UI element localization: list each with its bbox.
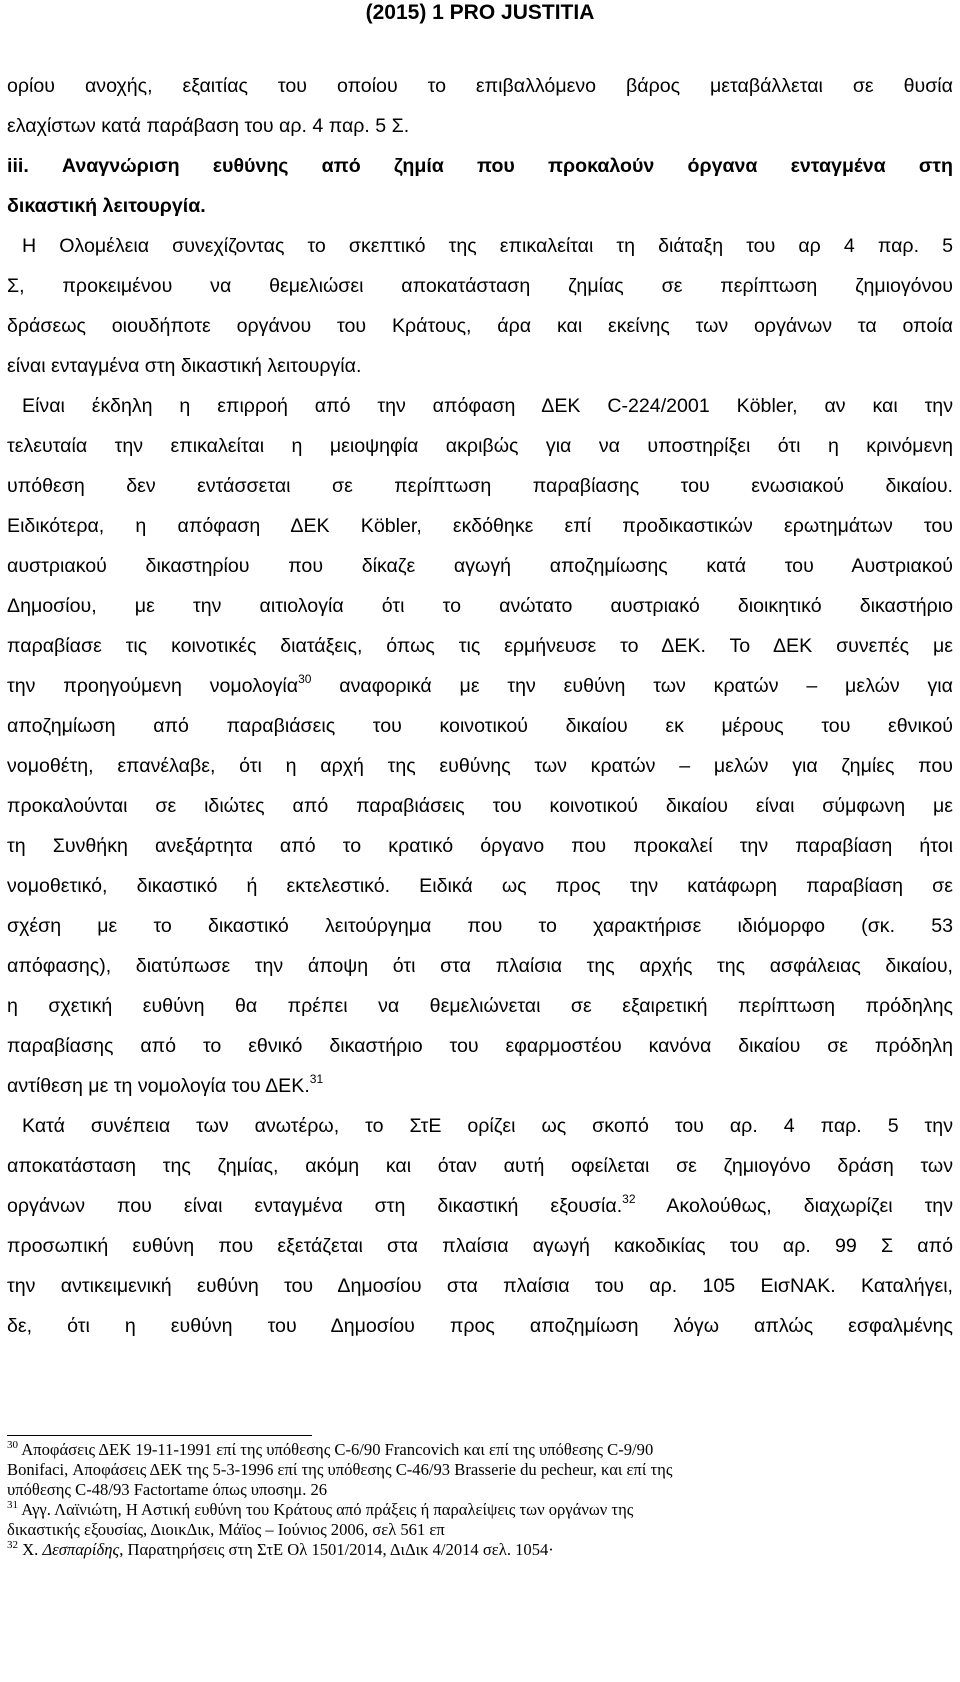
text-line: η σχετική ευθύνη θα πρέπει να θεμελιώνεται σε εξαιρετική περίπτωση πρόδηλης — [7, 995, 953, 1017]
text-segment: Ακολούθως, διαχωρίζει την — [635, 1195, 953, 1217]
text-line: αυστριακού δικαστηρίου που δίκαζε αγωγή αποζημίωσης κατά του Αυστριακού — [7, 555, 953, 577]
text-line: δε, ότι η ευθύνη του Δημοσίου προς αποζημίωση λόγω απλώς εσφαλμένης — [7, 1315, 953, 1337]
footnote-line — [7, 1440, 953, 1460]
text-line: Είναι έκδηλη η επιρροή από την απόφαση ΔΕΚ C-224/2001 Köbler, αν και την — [22, 395, 953, 417]
footnote-number: 30 — [7, 1439, 18, 1451]
running-header: (2015) 1 PRO JUSTITIA — [365, 1, 595, 24]
text-line: υπόθεση δεν εντάσσεται σε περίπτωση παραβίασης του ενωσιακού δικαίου. — [7, 475, 953, 497]
text-line: είναι ενταγμένα στη δικαστική λειτουργία. — [7, 355, 362, 377]
footnote-text: Αποφάσεις ΔΕΚ 19-11-1991 επί της υπόθεσης C-6/90 Francovich και επί της υπόθεσης C-9/90 — [18, 1440, 654, 1459]
text-line: προκαλούνται σε ιδιώτες από παραβιάσεις του κοινοτικού δικαίου είναι σύμφωνη με — [7, 795, 953, 817]
text-segment: αντίθεση με τη νομολογία του ΔΕΚ. — [7, 1075, 310, 1097]
text-line: δράσεως οιουδήποτε οργάνου του Κράτους, άρα και εκείνης των οργάνων τα οποία — [7, 315, 953, 337]
footnote-line — [7, 1480, 953, 1500]
text-line: απόφασης), διατύπωσε την άποψη ότι στα πλαίσια της αρχής της ασφάλειας δικαίου, — [7, 955, 953, 977]
footnote-text: , Παρατηρήσεις στη ΣτΕ Ολ 1501/2014, ΔιΔικ 4/2014 σελ. 1054· — [119, 1540, 554, 1559]
text-line: Δημοσίου, με την αιτιολογία ότι το ανώτατο αυστριακό διοικητικό δικαστήριο — [7, 595, 953, 617]
text-line: Σ, προκειμένου να θεμελιώσει αποκατάσταση ζημίας σε περίπτωση ζημιογόνου — [7, 275, 953, 297]
footnote-text: Bonifaci, Αποφάσεις ΔΕΚ της 5-3-1996 επί της υπόθεσης C-46/93 Brasserie du pecheur, και επί της — [7, 1460, 673, 1479]
text-line: Ειδικότερα, η απόφαση ΔΕΚ Köbler, εκδόθηκε επί προδικαστικών ερωτημάτων του — [7, 515, 953, 537]
section-heading: iii. Αναγνώριση ευθύνης από ζημία που προκαλούν όργανα ενταγμένα στη — [7, 155, 953, 177]
footnote-line — [7, 1520, 953, 1540]
text-line: νομοθέτη, επανέλαβε, ότι η αρχή της ευθύνης των κρατών – μελών για ζημίες που — [7, 755, 953, 777]
text-line: ελαχίστων κατά παράβαση του αρ. 4 παρ. 5 Σ. — [7, 115, 410, 137]
footnotes — [7, 1440, 953, 1560]
text-line: Η Ολομέλεια συνεχίζοντας το σκεπτικό της επικαλείται τη διάταξη του αρ 4 παρ. 5 — [22, 235, 953, 257]
text-line: παραβίασης από το εθνικό δικαστήριο του εφαρμοστέου κανόνα δικαίου σε πρόδηλη — [7, 1035, 953, 1057]
text-line: νομοθετικό, δικαστικό ή εκτελεστικό. Ειδικά ως προς την κατάφωρη παραβίαση σε — [7, 875, 953, 897]
text-segment: αναφορικά με την ευθύνη των κρατών – μελών για — [311, 675, 953, 697]
section-heading: δικαστική λειτουργία. — [7, 195, 206, 217]
text-line — [7, 1186, 953, 1226]
footnote-text: υπόθεσης C-48/93 Factortame όπως υποσημ. 26 — [7, 1480, 328, 1499]
footnote-ref: 32 — [622, 1192, 636, 1206]
footnote-author: Δεσπαρίδης — [42, 1540, 120, 1559]
text-segment: την προηγούμενη νομολογία — [7, 675, 299, 697]
footnote-line — [7, 1500, 953, 1520]
text-line — [7, 1066, 953, 1106]
footnote-ref: 31 — [309, 1072, 324, 1086]
footnote-text: Αγγ. Λαϊνιώτη, Η Αστική ευθύνη του Κράτους από πράξεις ή παραλείψεις των οργάνων της — [18, 1500, 634, 1519]
footnote-text: δικαστικής εξουσίας, ΔιοικΔικ, Μάϊος – Ιούνιος 2006, σελ 561 επ — [7, 1520, 445, 1539]
text-segment: οργάνων που είναι ενταγμένα στη δικαστική εξουσία. — [7, 1195, 623, 1217]
footnote-line — [7, 1540, 953, 1560]
footnote-number: 32 — [7, 1539, 18, 1551]
text-line: την αντικειμενική ευθύνη του Δημοσίου στα πλαίσια του αρ. 105 ΕισΝΑΚ. Καταλήγει, — [7, 1275, 953, 1297]
text-line: ορίου ανοχής, εξαιτίας του οποίου το επιβαλλόμενο βάρος μεταβάλλεται σε θυσία — [7, 75, 953, 97]
text-line: τη Συνθήκη ανεξάρτητα από το κρατικό όργανο που προκαλεί την παραβίαση ήτοι — [7, 835, 953, 857]
text-line: προσωπική ευθύνη που εξετάζεται στα πλαίσια αγωγή κακοδικίας του αρ. 99 Σ από — [7, 1235, 953, 1257]
footnote-ref: 30 — [298, 672, 312, 686]
text-line: αποκατάσταση της ζημίας, ακόμη και όταν αυτή οφείλεται σε ζημιογόνο δράση των — [7, 1155, 953, 1177]
body-text — [7, 66, 953, 1346]
text-line: παραβίασε τις κοινοτικές διατάξεις, όπως τις ερμήνευσε το ΔΕΚ. Το ΔΕΚ συνεπές με — [7, 635, 953, 657]
text-line — [7, 666, 953, 706]
text-line: τελευταία την επικαλείται η μειοψηφία ακριβώς για να υποστηρίξει ότι η κρινόμενη — [7, 435, 953, 457]
footnote-separator — [7, 1435, 312, 1436]
text-line: σχέση με το δικαστικό λειτούργημα που το χαρακτήρισε ιδιόμορφο (σκ. 53 — [7, 915, 953, 937]
text-line: αποζημίωση από παραβιάσεις του κοινοτικού δικαίου εκ μέρους του εθνικού — [7, 715, 953, 737]
footnote-line — [7, 1460, 953, 1480]
text-line: Κατά συνέπεια των ανωτέρω, το ΣτΕ ορίζει ως σκοπό του αρ. 4 παρ. 5 την — [22, 1115, 953, 1137]
footnote-number: 31 — [7, 1499, 18, 1511]
footnote-text: Χ. — [18, 1540, 43, 1559]
